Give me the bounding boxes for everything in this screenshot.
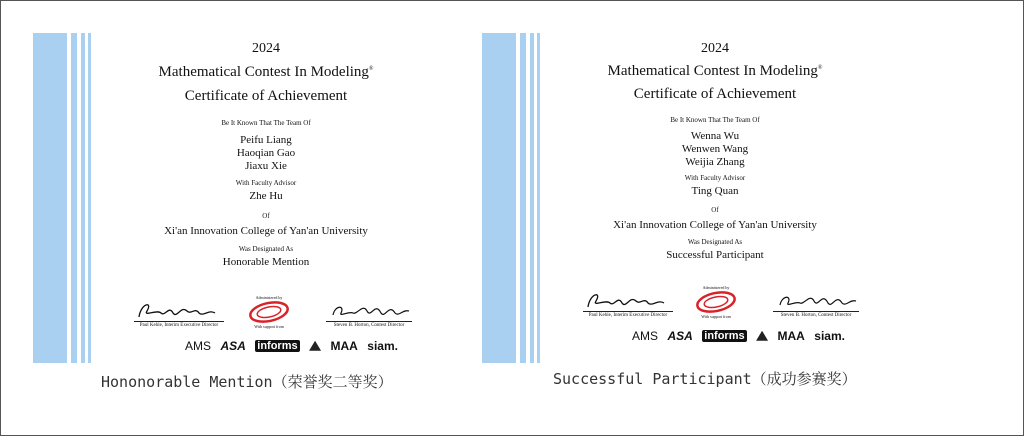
college-name: Xi'an Innovation College of Yan'an University	[164, 225, 368, 237]
decorative-stripes	[482, 33, 544, 363]
maa-logo: MAA	[330, 338, 358, 353]
known-text: Be It Known That The Team Of	[670, 116, 760, 124]
certificate-year: 2024	[701, 41, 729, 56]
signature-scribble-icon	[319, 299, 419, 321]
certificate-honorable-mention	[33, 33, 433, 363]
award-name: Successful Participant	[666, 249, 764, 261]
of-text: Of	[262, 212, 270, 220]
advisor-name: Zhe Hu	[249, 190, 283, 202]
informs-logo: informs	[257, 339, 298, 352]
siam-logo: siam.	[814, 328, 845, 343]
advisor-label: With Faculty Advisor	[684, 174, 746, 182]
certificate-year: 2024	[252, 41, 280, 56]
right-signature: Steven B. Horton, Contest Director	[766, 289, 866, 318]
team-member: Jiaxu Xie	[245, 160, 287, 172]
ams-logo: AMS	[185, 338, 212, 353]
caption-left: Hononorable Mention（荣誉奖二等奖）	[101, 373, 393, 391]
comap-icon	[247, 300, 291, 324]
comap-logo: Administered by With support from	[694, 285, 738, 319]
team-member: Wenna Wu	[690, 130, 740, 142]
of-text: Of	[711, 206, 719, 214]
caption-right: Successful Participant（成功参赛奖）	[553, 370, 857, 388]
maa-logo: MAA	[777, 328, 805, 343]
certificate-subtitle: Certificate of Achievement	[633, 86, 797, 102]
designated-text: Was Designated As	[687, 238, 743, 246]
informs-logo: informs	[704, 329, 745, 342]
team-member: Haoqian Gao	[236, 147, 296, 159]
maa-triangle-icon	[756, 331, 768, 341]
signature-scribble-icon	[766, 289, 866, 311]
certificate-successful-participant	[482, 33, 882, 363]
college-name: Xi'an Innovation College of Yan'an University	[613, 219, 817, 231]
advisor-name: Ting Quan	[691, 185, 739, 197]
left-signature: Paul Kehle, Interim Executive Director	[578, 289, 678, 318]
comap-icon	[694, 290, 738, 314]
sponsor-logos	[185, 337, 403, 355]
team-member: Wenwen Wang	[681, 143, 749, 155]
decorative-stripes	[33, 33, 95, 363]
asa-logo: ASA	[220, 338, 246, 353]
ams-logo: AMS	[632, 328, 659, 343]
asa-logo: ASA	[667, 328, 693, 343]
certificate-title: Mathematical Contest In Modeling®	[607, 63, 823, 79]
sponsor-logos	[632, 327, 850, 345]
certificate-title: Mathematical Contest In Modeling®	[158, 64, 374, 80]
certificate-subtitle: Certificate of Achievement	[184, 88, 348, 104]
signature-scribble-icon	[129, 299, 229, 321]
designated-text: Was Designated As	[238, 245, 294, 253]
known-text: Be It Known That The Team Of	[221, 119, 311, 127]
right-signature: Steven B. Horton, Contest Director	[319, 299, 419, 328]
left-signature: Paul Kehle, Interim Executive Director	[129, 299, 229, 328]
advisor-label: With Faculty Advisor	[235, 179, 297, 187]
maa-triangle-icon	[309, 341, 321, 351]
team-member: Weijia Zhang	[685, 156, 745, 168]
comap-logo: Administered by With support from	[247, 295, 291, 329]
award-name: Honorable Mention	[222, 256, 310, 268]
signature-scribble-icon	[578, 289, 678, 311]
siam-logo: siam.	[367, 338, 398, 353]
team-member: Peifu Liang	[240, 134, 292, 146]
